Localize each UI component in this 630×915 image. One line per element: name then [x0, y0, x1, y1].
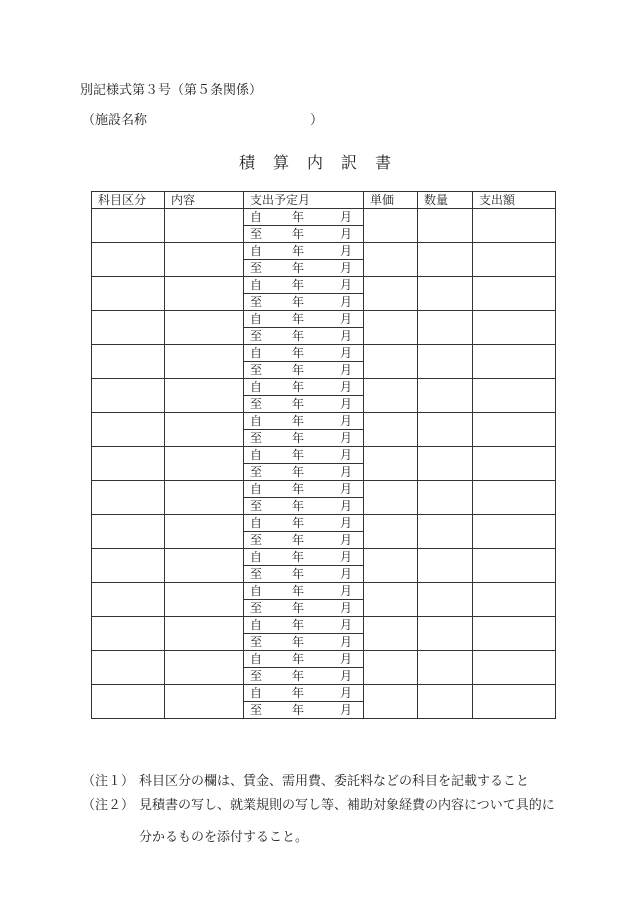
- period-from-cell[interactable]: [244, 685, 364, 702]
- to-label: 至: [250, 499, 263, 513]
- month-label: 月: [340, 686, 353, 700]
- from-label: 自: [250, 244, 263, 258]
- year-label: 年: [292, 278, 305, 292]
- header-planned-month: 支出予定月: [244, 192, 364, 209]
- from-label: 自: [250, 414, 263, 428]
- period-to-cell[interactable]: [244, 362, 364, 379]
- unit-price-cell[interactable]: [364, 277, 418, 311]
- from-label: 自: [250, 550, 263, 564]
- content-cell[interactable]: [165, 549, 244, 583]
- facility-name-line: [82, 109, 322, 128]
- period-from-cell[interactable]: [244, 243, 364, 260]
- year-label: 年: [292, 210, 305, 224]
- month-label: 月: [340, 703, 353, 717]
- period-to-cell[interactable]: [244, 430, 364, 447]
- notes-section: [82, 770, 582, 852]
- category-cell[interactable]: [92, 515, 165, 549]
- month-label: 月: [340, 295, 353, 309]
- expenditure-cell[interactable]: [473, 685, 556, 719]
- content-cell[interactable]: [165, 685, 244, 719]
- unit-price-cell[interactable]: [364, 345, 418, 379]
- year-label: 年: [292, 618, 305, 632]
- to-label: 至: [250, 703, 263, 717]
- quantity-cell[interactable]: [418, 277, 473, 311]
- to-label: 至: [250, 227, 263, 241]
- to-label: 至: [250, 533, 263, 547]
- month-label: 月: [340, 448, 353, 462]
- month-label: 月: [340, 312, 353, 326]
- to-label: 至: [250, 363, 263, 377]
- title-char: 訳: [341, 153, 358, 172]
- category-cell[interactable]: [92, 413, 165, 447]
- to-label: 至: [250, 295, 263, 309]
- table-row: [92, 685, 556, 702]
- period-from-cell[interactable]: [244, 413, 364, 430]
- period-to-cell[interactable]: [244, 634, 364, 651]
- month-label: 月: [340, 635, 353, 649]
- quantity-cell[interactable]: [418, 583, 473, 617]
- year-label: 年: [292, 295, 305, 309]
- category-cell[interactable]: [92, 447, 165, 481]
- to-label: 至: [250, 601, 263, 615]
- title-char: 積: [238, 153, 255, 172]
- year-label: 年: [292, 312, 305, 326]
- month-label: 月: [340, 516, 353, 530]
- table-row: [92, 345, 556, 362]
- table-row: [92, 379, 556, 396]
- from-label: 自: [250, 618, 263, 632]
- expenditure-cell[interactable]: [473, 617, 556, 651]
- content-cell[interactable]: [165, 209, 244, 243]
- year-label: 年: [292, 601, 305, 615]
- month-label: 月: [340, 363, 353, 377]
- category-cell[interactable]: [92, 549, 165, 583]
- title-char: 算: [272, 153, 289, 172]
- month-label: 月: [340, 244, 353, 258]
- period-to-cell[interactable]: [244, 464, 364, 481]
- expenditure-cell[interactable]: [473, 379, 556, 413]
- period-to-cell[interactable]: [244, 668, 364, 685]
- month-label: 月: [340, 669, 353, 683]
- header-content: 内容: [165, 192, 244, 209]
- unit-price-cell[interactable]: [364, 685, 418, 719]
- quantity-cell[interactable]: [418, 651, 473, 685]
- year-label: 年: [292, 414, 305, 428]
- to-label: 至: [250, 397, 263, 411]
- month-label: 月: [340, 431, 353, 445]
- period-from-cell[interactable]: [244, 481, 364, 498]
- period-to-cell[interactable]: [244, 294, 364, 311]
- content-cell[interactable]: [165, 447, 244, 481]
- from-label: 自: [250, 278, 263, 292]
- unit-price-cell[interactable]: [364, 583, 418, 617]
- year-label: 年: [292, 669, 305, 683]
- note-2: [82, 794, 582, 852]
- category-cell[interactable]: [92, 311, 165, 345]
- month-label: 月: [340, 584, 353, 598]
- quantity-cell[interactable]: [418, 345, 473, 379]
- year-label: 年: [292, 465, 305, 479]
- month-label: 月: [340, 618, 353, 632]
- year-label: 年: [292, 703, 305, 717]
- year-label: 年: [292, 227, 305, 241]
- table-row: [92, 277, 556, 294]
- category-cell[interactable]: [92, 685, 165, 719]
- quantity-cell[interactable]: [418, 685, 473, 719]
- to-label: 至: [250, 431, 263, 445]
- to-label: 至: [250, 669, 263, 683]
- to-label: 至: [250, 261, 263, 275]
- year-label: 年: [292, 431, 305, 445]
- period-to-cell[interactable]: [244, 566, 364, 583]
- year-label: 年: [292, 516, 305, 530]
- category-cell[interactable]: [92, 379, 165, 413]
- expenditure-cell[interactable]: [473, 481, 556, 515]
- header-quantity: 数量: [418, 192, 473, 209]
- expenditure-cell[interactable]: [473, 243, 556, 277]
- year-label: 年: [292, 380, 305, 394]
- content-cell[interactable]: [165, 583, 244, 617]
- quantity-cell[interactable]: [418, 243, 473, 277]
- period-from-cell[interactable]: [244, 277, 364, 294]
- title-char: 内: [306, 153, 323, 172]
- period-from-cell[interactable]: [244, 345, 364, 362]
- year-label: 年: [292, 346, 305, 360]
- year-label: 年: [292, 448, 305, 462]
- category-cell[interactable]: [92, 617, 165, 651]
- quantity-cell[interactable]: [418, 549, 473, 583]
- expenditure-cell[interactable]: [473, 345, 556, 379]
- year-label: 年: [292, 686, 305, 700]
- from-label: 自: [250, 516, 263, 530]
- estimate-table: [91, 191, 556, 719]
- month-label: 月: [340, 261, 353, 275]
- year-label: 年: [292, 261, 305, 275]
- from-label: 自: [250, 482, 263, 496]
- unit-price-cell[interactable]: [364, 447, 418, 481]
- from-label: 自: [250, 448, 263, 462]
- note-text: 見積書の写し、就業規則の写し等、補助対象経費の内容について具的に分かるものを添付すること。: [139, 798, 555, 845]
- expenditure-cell[interactable]: [473, 413, 556, 447]
- note-label: （注１）: [82, 774, 135, 789]
- table-body: [92, 209, 556, 719]
- from-label: 自: [250, 584, 263, 598]
- expenditure-cell[interactable]: [473, 515, 556, 549]
- month-label: 月: [340, 227, 353, 241]
- facility-name-label: （施設名称: [82, 113, 148, 128]
- document-title: [0, 150, 630, 173]
- table-row: [92, 583, 556, 600]
- period-to-cell[interactable]: [244, 498, 364, 515]
- unit-price-cell[interactable]: [364, 413, 418, 447]
- quantity-cell[interactable]: [418, 311, 473, 345]
- month-label: 月: [340, 567, 353, 581]
- content-cell[interactable]: [165, 651, 244, 685]
- period-to-cell[interactable]: [244, 226, 364, 243]
- year-label: 年: [292, 652, 305, 666]
- year-label: 年: [292, 363, 305, 377]
- unit-price-cell[interactable]: [364, 209, 418, 243]
- content-cell[interactable]: [165, 481, 244, 515]
- month-label: 月: [340, 465, 353, 479]
- category-cell[interactable]: [92, 481, 165, 515]
- table-row: [92, 413, 556, 430]
- month-label: 月: [340, 346, 353, 360]
- period-from-cell[interactable]: [244, 209, 364, 226]
- month-label: 月: [340, 482, 353, 496]
- quantity-cell[interactable]: [418, 617, 473, 651]
- unit-price-cell[interactable]: [364, 481, 418, 515]
- period-from-cell[interactable]: [244, 447, 364, 464]
- title-char: 書: [375, 153, 392, 172]
- month-label: 月: [340, 210, 353, 224]
- month-label: 月: [340, 550, 353, 564]
- unit-price-cell[interactable]: [364, 379, 418, 413]
- header-expenditure: 支出額: [473, 192, 556, 209]
- period-from-cell[interactable]: [244, 583, 364, 600]
- to-label: 至: [250, 465, 263, 479]
- category-cell[interactable]: [92, 651, 165, 685]
- year-label: 年: [292, 397, 305, 411]
- to-label: 至: [250, 635, 263, 649]
- unit-price-cell[interactable]: [364, 617, 418, 651]
- header-category: 科目区分: [92, 192, 165, 209]
- table-row: [92, 243, 556, 260]
- quantity-cell[interactable]: [418, 379, 473, 413]
- month-label: 月: [340, 601, 353, 615]
- expenditure-cell[interactable]: [473, 583, 556, 617]
- unit-price-cell[interactable]: [364, 311, 418, 345]
- period-to-cell[interactable]: [244, 600, 364, 617]
- to-label: 至: [250, 567, 263, 581]
- table-row: [92, 447, 556, 464]
- table-row: [92, 515, 556, 532]
- content-cell[interactable]: [165, 413, 244, 447]
- quantity-cell[interactable]: [418, 209, 473, 243]
- unit-price-cell[interactable]: [364, 243, 418, 277]
- note-label: （注２）: [82, 798, 135, 813]
- quantity-cell[interactable]: [418, 481, 473, 515]
- header-unit-price: 単価: [364, 192, 418, 209]
- from-label: 自: [250, 686, 263, 700]
- table-header-row: [92, 192, 556, 209]
- from-label: 自: [250, 312, 263, 326]
- table-row: [92, 617, 556, 634]
- category-cell[interactable]: [92, 277, 165, 311]
- month-label: 月: [340, 533, 353, 547]
- content-cell[interactable]: [165, 379, 244, 413]
- category-cell[interactable]: [92, 209, 165, 243]
- month-label: 月: [340, 329, 353, 343]
- year-label: 年: [292, 533, 305, 547]
- note-text: 科目区分の欄は、賃金、需用費、委託料などの科目を記載すること: [139, 774, 530, 789]
- year-label: 年: [292, 567, 305, 581]
- content-cell[interactable]: [165, 617, 244, 651]
- expenditure-cell[interactable]: [473, 549, 556, 583]
- period-to-cell[interactable]: [244, 260, 364, 277]
- month-label: 月: [340, 652, 353, 666]
- period-to-cell[interactable]: [244, 532, 364, 549]
- period-from-cell[interactable]: [244, 549, 364, 566]
- month-label: 月: [340, 414, 353, 428]
- period-to-cell[interactable]: [244, 702, 364, 719]
- form-reference: 別記様式第３号（第５条関係）: [80, 83, 263, 98]
- content-cell[interactable]: [165, 277, 244, 311]
- month-label: 月: [340, 397, 353, 411]
- year-label: 年: [292, 499, 305, 513]
- content-cell[interactable]: [165, 243, 244, 277]
- year-label: 年: [292, 584, 305, 598]
- table-row: [92, 549, 556, 566]
- period-from-cell[interactable]: [244, 311, 364, 328]
- year-label: 年: [292, 329, 305, 343]
- unit-price-cell[interactable]: [364, 651, 418, 685]
- category-cell[interactable]: [92, 345, 165, 379]
- period-from-cell[interactable]: [244, 379, 364, 396]
- from-label: 自: [250, 380, 263, 394]
- period-to-cell[interactable]: [244, 396, 364, 413]
- content-cell[interactable]: [165, 311, 244, 345]
- unit-price-cell[interactable]: [364, 515, 418, 549]
- facility-name-close: ）: [310, 113, 324, 128]
- year-label: 年: [292, 482, 305, 496]
- expenditure-cell[interactable]: [473, 447, 556, 481]
- quantity-cell[interactable]: [418, 413, 473, 447]
- year-label: 年: [292, 550, 305, 564]
- expenditure-cell[interactable]: [473, 651, 556, 685]
- table-row: [92, 209, 556, 226]
- quantity-cell[interactable]: [418, 447, 473, 481]
- table-row: [92, 481, 556, 498]
- expenditure-cell[interactable]: [473, 209, 556, 243]
- category-cell[interactable]: [92, 583, 165, 617]
- table-row: [92, 651, 556, 668]
- unit-price-cell[interactable]: [364, 549, 418, 583]
- month-label: 月: [340, 380, 353, 394]
- month-label: 月: [340, 499, 353, 513]
- quantity-cell[interactable]: [418, 515, 473, 549]
- period-from-cell[interactable]: [244, 617, 364, 634]
- content-cell[interactable]: [165, 515, 244, 549]
- year-label: 年: [292, 244, 305, 258]
- period-from-cell[interactable]: [244, 651, 364, 668]
- table-row: [92, 311, 556, 328]
- to-label: 至: [250, 329, 263, 343]
- expenditure-cell[interactable]: [473, 277, 556, 311]
- from-label: 自: [250, 346, 263, 360]
- from-label: 自: [250, 210, 263, 224]
- content-cell[interactable]: [165, 345, 244, 379]
- from-label: 自: [250, 652, 263, 666]
- year-label: 年: [292, 635, 305, 649]
- period-to-cell[interactable]: [244, 328, 364, 345]
- month-label: 月: [340, 278, 353, 292]
- category-cell[interactable]: [92, 243, 165, 277]
- expenditure-cell[interactable]: [473, 311, 556, 345]
- period-from-cell[interactable]: [244, 515, 364, 532]
